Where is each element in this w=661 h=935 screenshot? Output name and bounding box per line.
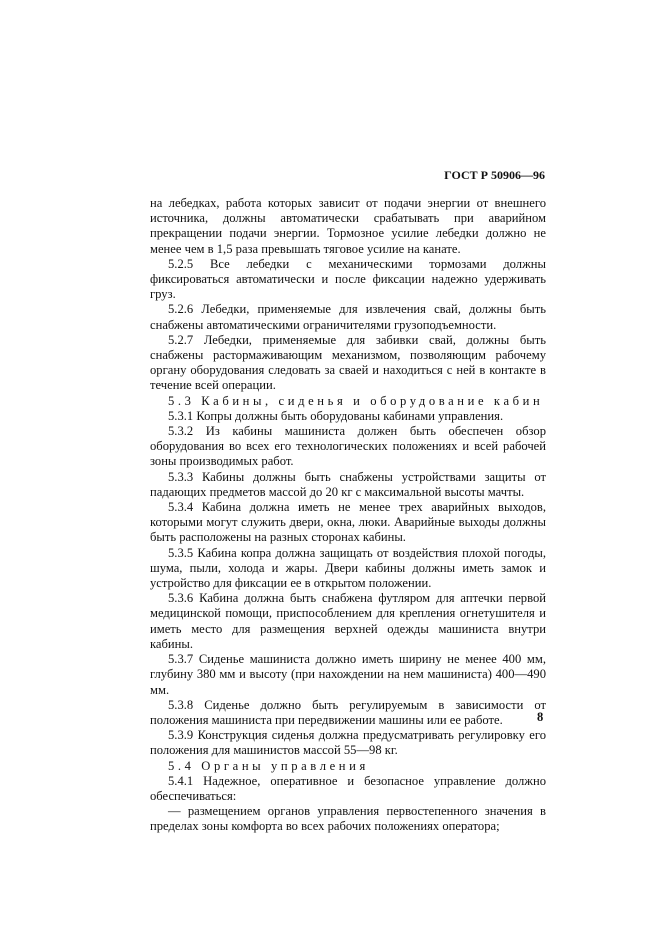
- paragraph-5-3-2: 5.3.2 Из кабины машиниста должен быть обеспечен обзор оборудования во всех его технологических положениях и всей рабочей зоны производимых работ.: [150, 424, 546, 469]
- paragraph-5-3-8: 5.3.8 Сиденье должно быть регулируемым в зависимости от положения машиниста при передвижении машины или ее работе.: [150, 697, 546, 727]
- paragraph-5-3-6: 5.3.6 Кабина должна быть снабжена футляром для аптечки первой медицинской помощи, приспособлением для крепления огнетушителя и иметь место для размещения верхней одежды машиниста внутри кабины.: [150, 591, 546, 651]
- paragraph-5-3-1: 5.3.1 Копры должны быть оборудованы кабинами управления.: [168, 408, 504, 423]
- paragraph-5-4-1: 5.4.1 Надежное, оперативное и безопасное управление должно обеспечиваться:: [150, 773, 546, 803]
- paragraph-5-2-5: 5.2.5 Все лебедки с механическими тормозами должны фиксироваться автоматически и после фиксации надежно удерживать груз.: [150, 256, 546, 302]
- document-number-header: ГОСТ Р 50906—96: [444, 168, 545, 182]
- paragraph-5-3-5: 5.3.5 Кабина копра должна защищать от воздействия плохой погоды, шума, пыли, холода и жары. Двери кабины должны иметь замок и устройство для фиксации ее в открытом положении.: [150, 545, 546, 591]
- page-number: 8: [537, 710, 544, 724]
- paragraph-5-3-9: 5.3.9 Конструкция сиденья должна предусматривать регулировку его положения для машинистов массой 55—98 кг.: [150, 728, 546, 758]
- list-item: — размещением органов управления первостепенного значения в пределах зоны комфорта во всех рабочих положениях оператора;: [150, 804, 546, 834]
- paragraph-5-3-4: 5.3.4 Кабина должна иметь не менее трех аварийных выходов, которыми могут служить двери, окна, люки. Аварийные выходы должны быть расположены на разных сторонах кабины.: [150, 500, 546, 545]
- section-heading-5-3: 5.3 Кабины, сиденья и оборудование кабин: [168, 393, 544, 408]
- body-text: [150, 196, 546, 835]
- paragraph-5-3-7: 5.3.7 Сиденье машиниста должно иметь ширину не менее 400 мм, глубину 380 мм и высоту (при нахождении на нем машиниста) 400—490 мм.: [150, 652, 546, 697]
- paragraph-5-3-3: 5.3.3 Кабины должны быть снабжены устройствами защиты от падающих предметов массой до 20 кг с максимальной высоты мачты.: [150, 469, 546, 499]
- paragraph-5-2-7: 5.2.7 Лебедки, применяемые для забивки свай, должны быть снабжены растормаживающим механизмом, позволяющим рабочему органу оборудования следовать за сваей и находиться с ней в контакте в течение всей операции.: [150, 332, 546, 393]
- paragraph-5-2-6: 5.2.6 Лебедки, применяемые для извлечения свай, должны быть снабжены автоматическими ограничителями грузоподъемности.: [150, 302, 546, 332]
- section-heading-5-4: 5.4 Органы управления: [168, 758, 369, 773]
- paragraph-continuation: на лебедках, работа которых зависит от подачи энергии от внешнего источника, должны автоматически срабатывать при аварийном прекращении подачи энергии. Тормозное усилие лебедки должно не менее чем в 1,5 раза превышать тяговое усилие на канате.: [150, 196, 546, 256]
